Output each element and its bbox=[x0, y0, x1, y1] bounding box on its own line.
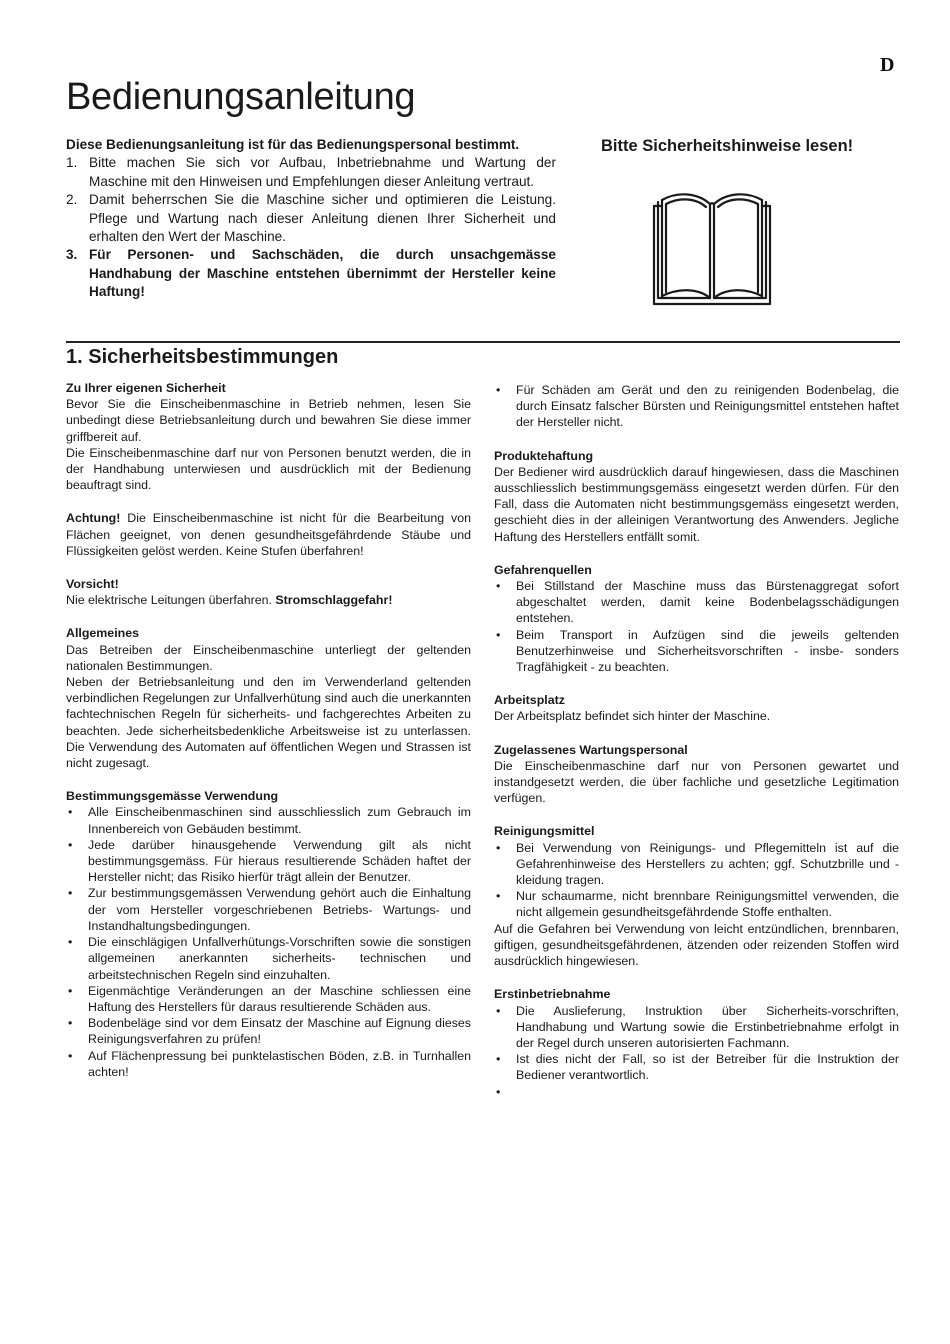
bullet-icon: • bbox=[68, 805, 73, 820]
heading-cleaning-agents: Reinigungsmittel bbox=[494, 824, 595, 839]
heading-intended-use: Bestimmungsgemässe Verwendung bbox=[66, 789, 279, 804]
damage-list bbox=[494, 382, 899, 431]
list-item bbox=[66, 983, 471, 1015]
paragraph: Der Arbeitsplatz befindet sich hinter der Maschine. bbox=[494, 709, 771, 724]
bullet-icon: • bbox=[496, 627, 501, 642]
intro-item bbox=[66, 191, 556, 246]
heading-commissioning: Erstinbetriebnahme bbox=[494, 987, 611, 1002]
heading-own-safety: Zu Ihrer eigenen Sicherheit bbox=[66, 381, 226, 395]
intro-item-number: 1. bbox=[66, 155, 78, 171]
page-title: Bedienungsanleitung bbox=[66, 76, 416, 118]
list-item bbox=[66, 885, 471, 934]
left-column bbox=[66, 380, 471, 1080]
intended-use-list bbox=[66, 804, 471, 1079]
bullet-icon: • bbox=[496, 1052, 501, 1067]
hazards-list bbox=[494, 578, 899, 675]
list-item-text: Eigenmächtige Veränderungen an der Maschine schliessen eine Haftung des Herstellers für daraus resultierende Schäden aus. bbox=[88, 983, 471, 1014]
list-item bbox=[494, 1084, 899, 1100]
bullet-icon: • bbox=[68, 935, 73, 950]
heading-product-liability: Produktehaftung bbox=[494, 448, 594, 463]
bullet-icon: • bbox=[68, 1016, 73, 1031]
list-item bbox=[494, 1003, 899, 1052]
intro-list bbox=[66, 154, 556, 301]
intro-item-text: Damit beherrschen Sie die Maschine sicher und optimieren die Leistung. Pflege und Wartung nach dieser Anleitung dienen Ihrer Sicherheit und erhalten den Wert der Maschine. bbox=[89, 192, 556, 245]
heading-workplace: Arbeitsplatz bbox=[494, 693, 565, 708]
list-item bbox=[494, 888, 899, 920]
page-marker: D bbox=[880, 54, 895, 76]
paragraph: Die Einscheibenmaschine darf nur von Personen benutzt werden, die in der Handhabung unterwiesen und ausdrücklich mit der Bedienung beauftragt sind. bbox=[66, 445, 471, 493]
list-item-text: Auf Flächenpressung bei punktelastischen Böden, z.B. in Turnhallen achten! bbox=[88, 1048, 471, 1079]
list-item-text: Zur bestimmungsgemässen Verwendung gehört auch die Einhaltung der vom Hersteller vorgeschriebenen Betriebs- Wartungs- und Instandhaltungsbedingungen. bbox=[88, 886, 471, 933]
paragraph: Neben der Betriebsanleitung und den im Verwenderland geltenden verbindlichen Regelungen zur Unfallverhütung sind auch die unerkannten fachtechnischen Regeln für sicherheits- und fachgerechtes Arbeiten zu beachten. Jede sicherheitsbedenkliche Arbeitsweise ist zu unterlassen. Die Verwendung des Automaten auf öffentlichen Wegen und Strassen ist nicht zugesagt. bbox=[66, 675, 471, 771]
caution-text: Nie elektrische Leitungen überfahren. bbox=[66, 593, 276, 608]
list-item bbox=[66, 837, 471, 886]
intro-item-text: Für Personen- und Sachschäden, die durch unsachgemässe Handhabung der Maschine entstehen übernimmt der Hersteller keine Haftung! bbox=[89, 247, 556, 300]
warning-paragraph bbox=[66, 510, 471, 559]
bullet-icon: • bbox=[496, 889, 501, 904]
list-item bbox=[66, 934, 471, 983]
list-item bbox=[66, 804, 471, 836]
safety-notice: Bitte Sicherheitshinweise lesen! bbox=[601, 137, 854, 155]
paragraph: Die Einscheibenmaschine darf nur von Personen gewartet und instandgesetzt werden, die über fachliche und gesetzliche Legitimation verfügen. bbox=[494, 758, 899, 806]
list-item-text: Bodenbeläge sind vor dem Einsatz der Maschine auf Eignung dieses Reinigungsverfahren zu prüfen! bbox=[88, 1016, 471, 1047]
intro-block bbox=[66, 136, 556, 302]
warning-label: Achtung! bbox=[66, 511, 121, 526]
caution-paragraph bbox=[66, 592, 471, 608]
intro-item bbox=[66, 246, 556, 301]
list-item-text: Jede darüber hinausgehende Verwendung gilt als nicht bestimmungsgemäss. Für hieraus resultierende Schäden haftet der Hersteller nicht; das Risiko hierfür trägt allein der Benutzer. bbox=[88, 837, 471, 885]
intro-item bbox=[66, 154, 556, 191]
heading-caution: Vorsicht! bbox=[66, 577, 119, 592]
list-item-text: Bei Verwendung von Reinigungs- und Pflegemitteln ist auf die Gefahrenhinweise des Herstellers zu achten; ggf. Schutzbrille und -kleidung tragen. bbox=[516, 840, 899, 888]
paragraph: Das Betreiben der Einscheibenmaschine unterliegt der geltenden nationalen Bestimmungen. bbox=[66, 642, 471, 673]
bullet-icon: • bbox=[496, 1084, 501, 1099]
list-item bbox=[66, 1015, 471, 1047]
list-item-text bbox=[516, 1084, 899, 1100]
bullet-icon: • bbox=[68, 983, 73, 998]
list-item bbox=[66, 1048, 471, 1080]
heading-maintenance-staff: Zugelassenes Wartungspersonal bbox=[494, 742, 688, 757]
list-item-text: Bei Stillstand der Maschine muss das Bürstenaggregat sofort abgeschaltet werden, damit keine Bodenbelagsschädigungen entstehen. bbox=[516, 579, 899, 626]
paragraph: Bevor Sie die Einscheibenmaschine in Betrieb nehmen, lesen Sie unbedingt diese Betriebsanleitung durch und bewahren Sie diese immer griffbereit auf. bbox=[66, 397, 471, 444]
intro-lead: Diese Bedienungsanleitung ist für das Bedienungspersonal bestimmt. bbox=[66, 137, 520, 152]
list-item-text: Die einschlägigen Unfallverhütungs-Vorschriften sowie die sonstigen allgemeinen anerkannten sicherheits- technischen und arbeitstechnischen Regeln sind einzuhalten. bbox=[88, 935, 471, 982]
list-item-text: Alle Einscheibenmaschinen sind ausschliesslich zum Gebrauch im Innenbereich von Gebäuden bestimmt. bbox=[88, 805, 471, 836]
list-item bbox=[494, 1051, 899, 1083]
paragraph: Der Bediener wird ausdrücklich darauf hingewiesen, dass die Maschinen ausschliesslich bestimmungsgemäss eingesetzt werden dürfen. Für den Fall, dass die Automaten nicht bestimmungsgemäss eingesetzt werden, geschieht dies in der alleinigen Verantwortung des Anwenders. Jegliche Haftung des Herstellers entfällt somit. bbox=[494, 464, 899, 544]
list-item bbox=[494, 627, 899, 676]
heading-general: Allgemeines bbox=[66, 626, 139, 641]
list-item bbox=[494, 840, 899, 889]
caution-emphasis: Stromschlaggefahr! bbox=[275, 593, 393, 608]
list-item-text: Die Auslieferung, Instruktion über Sicherheits-vorschriften, Handhabung und Wartung sowie die Erstinbetriebnahme erfolgt in der Regel durch unseren autorisierten Fachmann. bbox=[516, 1003, 899, 1050]
warning-text: Die Einscheibenmaschine ist nicht für die Bearbeitung von Flächen geeignet, von denen gesundheitsgefährdende Stäube und Flüssigkeiten gelöst werden. Keine Stufen überfahren! bbox=[66, 511, 471, 558]
paragraph: Auf die Gefahren bei Verwendung von leicht entzündlichen, brennbaren, giftigen, gesundheitsgefährdenen, ätzenden oder reizenden Stoffen wird ausdrücklich hingewiesen. bbox=[494, 921, 899, 969]
heading-hazards: Gefahrenquellen bbox=[494, 562, 592, 577]
list-item-text: Beim Transport in Aufzügen sind die jeweils geltenden Benutzerhinweise und Sicherheitsvorschriften - insbe- sonders Tragfähigkeit - zu beachten. bbox=[516, 627, 899, 675]
open-book-icon bbox=[650, 192, 774, 308]
intro-item-number: 2. bbox=[66, 192, 78, 208]
commissioning-list bbox=[494, 1003, 899, 1100]
list-item bbox=[494, 382, 899, 431]
bullet-icon: • bbox=[496, 1003, 501, 1018]
bullet-icon: • bbox=[496, 383, 501, 397]
list-item-text: Ist dies nicht der Fall, so ist der Betreiber für die Instruktion der Bediener verantwortlich. bbox=[516, 1052, 899, 1083]
bullet-icon: • bbox=[496, 579, 501, 594]
bullet-icon: • bbox=[68, 837, 73, 852]
section-title: 1. Sicherheitsbestimmungen bbox=[66, 346, 339, 368]
bullet-icon: • bbox=[496, 840, 501, 855]
list-item-text: Für Schäden am Gerät und den zu reinigenden Bodenbelag, die durch Einsatz falscher Bürsten und Reinigungsmittel entstehen haftet der Hersteller nicht. bbox=[516, 383, 899, 430]
bullet-icon: • bbox=[68, 1048, 73, 1063]
intro-item-number: 3. bbox=[66, 247, 78, 263]
right-column bbox=[494, 382, 899, 1100]
bullet-icon: • bbox=[68, 886, 73, 901]
cleaning-agents-list bbox=[494, 840, 899, 921]
list-item bbox=[494, 578, 899, 627]
list-item-text: Nur schaumarme, nicht brennbare Reinigungsmittel verwenden, die nicht allgemein gesundheitsgefährdende Stoffe enthalten. bbox=[516, 889, 899, 920]
section-divider bbox=[66, 341, 900, 343]
intro-item-text: Bitte machen Sie sich vor Aufbau, Inbetriebnahme und Wartung der Maschine mit den Hinweisen und Empfehlungen dieser Anleitung vertraut. bbox=[89, 155, 556, 189]
